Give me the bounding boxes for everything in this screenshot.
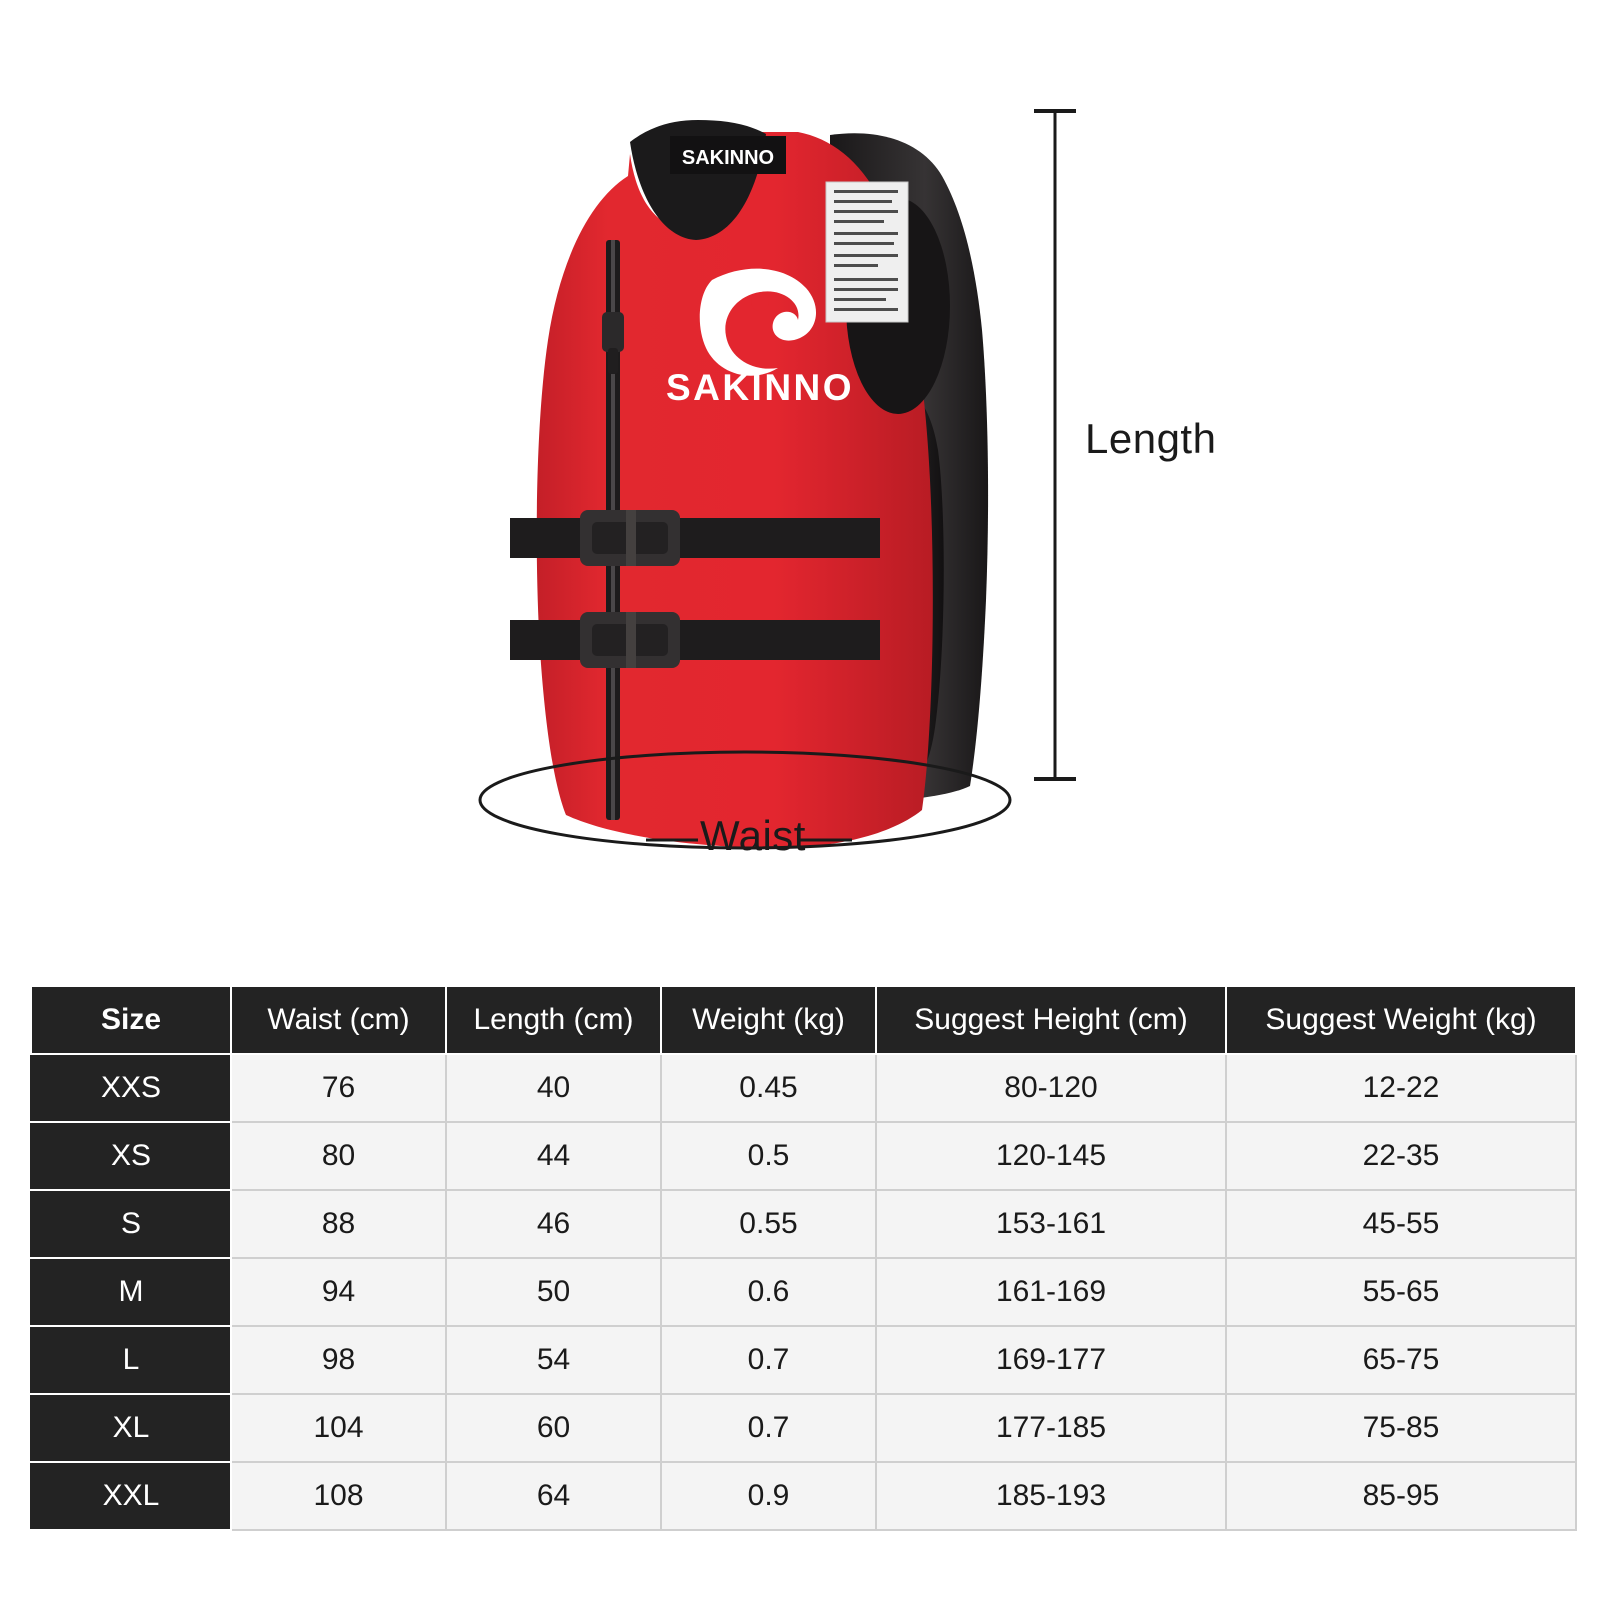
table-header-row (31, 986, 1576, 1054)
table-row (31, 1258, 1576, 1326)
cell-suggest-height: 120-145 (876, 1122, 1226, 1190)
table-row (31, 1326, 1576, 1394)
cell-size: S (31, 1190, 231, 1258)
cell-waist: 88 (231, 1190, 446, 1258)
table-row (31, 1190, 1576, 1258)
cell-weight: 0.45 (661, 1054, 876, 1122)
cell-suggest-weight: 45-55 (1226, 1190, 1576, 1258)
length-measure-line (1020, 95, 1090, 795)
vest-strap-lower (510, 612, 880, 668)
cell-suggest-weight: 85-95 (1226, 1462, 1576, 1530)
cell-suggest-weight: 55-65 (1226, 1258, 1576, 1326)
table-row (31, 1394, 1576, 1462)
cell-length: 60 (446, 1394, 661, 1462)
cell-suggest-weight: 75-85 (1226, 1394, 1576, 1462)
length-label: Length (1085, 415, 1217, 462)
cell-waist: 80 (231, 1122, 446, 1190)
cell-length: 54 (446, 1326, 661, 1394)
cell-length: 40 (446, 1054, 661, 1122)
cell-size: XL (31, 1394, 231, 1462)
cell-weight: 0.55 (661, 1190, 876, 1258)
cell-suggest-weight: 65-75 (1226, 1326, 1576, 1394)
cell-weight: 0.7 (661, 1326, 876, 1394)
cell-suggest-height: 169-177 (876, 1326, 1226, 1394)
column-header-suggest-height: Suggest Height (cm) (876, 986, 1226, 1054)
column-header-size: Size (31, 986, 231, 1054)
cell-length: 46 (446, 1190, 661, 1258)
table-row (31, 1122, 1576, 1190)
cell-size: XS (31, 1122, 231, 1190)
svg-text:SAKINNO: SAKINNO (681, 147, 775, 169)
cell-size: XXS (31, 1054, 231, 1122)
size-chart-table (30, 985, 1577, 1531)
cell-waist: 76 (231, 1054, 446, 1122)
column-header-suggest-weight: Suggest Weight (kg) (1226, 986, 1576, 1054)
cell-waist: 98 (231, 1326, 446, 1394)
cell-weight: 0.7 (661, 1394, 876, 1462)
column-header-length: Length (cm) (446, 986, 661, 1054)
waist-label: Waist (700, 812, 806, 859)
cell-length: 64 (446, 1462, 661, 1530)
cell-suggest-height: 80-120 (876, 1054, 1226, 1122)
cell-waist: 94 (231, 1258, 446, 1326)
cell-waist: 104 (231, 1394, 446, 1462)
column-header-waist: Waist (cm) (231, 986, 446, 1054)
vest-strap-upper (510, 510, 880, 566)
cell-suggest-weight: 12-22 (1226, 1054, 1576, 1122)
cell-length: 50 (446, 1258, 661, 1326)
column-header-weight: Weight (kg) (661, 986, 876, 1054)
cell-waist: 108 (231, 1462, 446, 1530)
cell-weight: 0.5 (661, 1122, 876, 1190)
cell-length: 44 (446, 1122, 661, 1190)
cell-suggest-height: 153-161 (876, 1190, 1226, 1258)
cell-size: XXL (31, 1462, 231, 1530)
cell-size: L (31, 1326, 231, 1394)
cell-weight: 0.9 (661, 1462, 876, 1530)
cell-suggest-height: 185-193 (876, 1462, 1226, 1530)
cell-weight: 0.6 (661, 1258, 876, 1326)
cell-suggest-height: 177-185 (876, 1394, 1226, 1462)
cell-size: M (31, 1258, 231, 1326)
table-row (31, 1462, 1576, 1530)
cell-suggest-height: 161-169 (876, 1258, 1226, 1326)
table-row (31, 1054, 1576, 1122)
cell-suggest-weight: 22-35 (1226, 1122, 1576, 1190)
brand-name: SAKINNO (665, 367, 855, 408)
